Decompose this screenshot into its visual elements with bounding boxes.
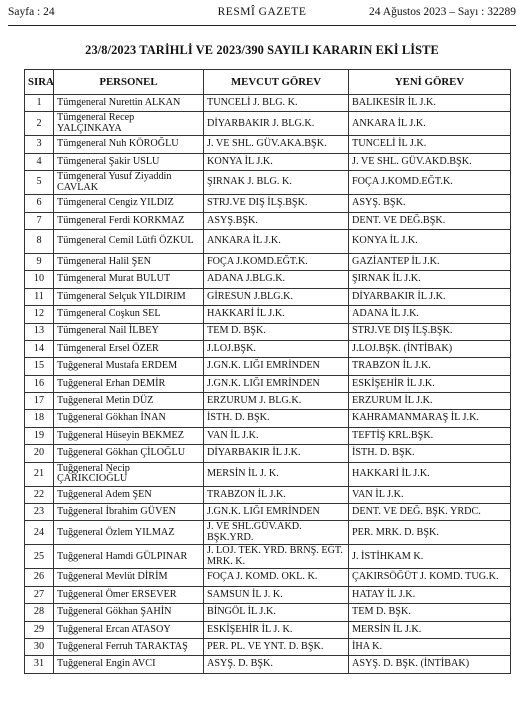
- row-personnel: Tuğgeneral Mevlüt DİRİM: [54, 569, 204, 586]
- table-row: [25, 288, 511, 305]
- row-number: 1: [25, 95, 54, 112]
- row-number: 6: [25, 195, 54, 212]
- row-new-duty: TEFTİŞ KRL.BŞK.: [349, 427, 511, 444]
- row-current-duty: ŞIRNAK J. BLG. K.: [204, 171, 349, 195]
- row-personnel: Tümgeneral Halil ŞEN: [54, 253, 204, 270]
- row-personnel: Tuğgeneral Mustafa ERDEM: [54, 358, 204, 375]
- table-row: [25, 375, 511, 392]
- table-row: [25, 195, 511, 212]
- row-personnel: Tümgeneral Ersel ÖZER: [54, 340, 204, 357]
- row-current-duty: J. LOJ. TEK. YRD. BRNŞ. EĞT. MRK. K.: [204, 545, 349, 569]
- row-new-duty: TRABZON İL J.K.: [349, 358, 511, 375]
- row-new-duty: ADANA İL J.K.: [349, 306, 511, 323]
- row-number: 28: [25, 604, 54, 621]
- row-current-duty: İSTH. D. BŞK.: [204, 410, 349, 427]
- row-current-duty: SAMSUN İL J. K.: [204, 586, 349, 603]
- row-current-duty: ERZURUM J. BLG.K.: [204, 393, 349, 410]
- document-title: 23/8/2023 TARİHLİ VE 2023/390 SAYILI KARARIN EKİ LİSTE: [85, 43, 439, 57]
- header-rule: [8, 25, 516, 26]
- table-row: [25, 253, 511, 270]
- row-new-duty: İHA K.: [349, 638, 511, 655]
- table-header-row: [25, 70, 511, 95]
- row-current-duty: J.LOJ.BŞK.: [204, 340, 349, 357]
- table-row: [25, 521, 511, 545]
- row-new-duty: DENT. VE DEĞ. BŞK. YRDC.: [349, 504, 511, 521]
- page-header: [8, 6, 516, 22]
- page-number: Sayfa : 24: [8, 6, 55, 18]
- row-new-duty: ANKARA İL J.K.: [349, 112, 511, 136]
- row-new-duty: GAZİANTEP İL J.K.: [349, 253, 511, 270]
- table-row: [25, 271, 511, 288]
- row-number: 18: [25, 410, 54, 427]
- row-number: 13: [25, 323, 54, 340]
- row-new-duty: J. VE SHL. GÜV.AKD.BŞK.: [349, 153, 511, 170]
- row-new-duty: J. İSTİHKAM K.: [349, 545, 511, 569]
- table-row: [25, 462, 511, 486]
- row-number: 19: [25, 427, 54, 444]
- row-number: 17: [25, 393, 54, 410]
- row-number: 7: [25, 212, 54, 229]
- row-number: 31: [25, 656, 54, 673]
- row-personnel: Tuğgeneral Adem ŞEN: [54, 486, 204, 503]
- row-number: 12: [25, 306, 54, 323]
- row-new-duty: VAN İL J.K.: [349, 486, 511, 503]
- row-current-duty: STRJ.VE DIŞ İLŞ.BŞK.: [204, 195, 349, 212]
- row-personnel: Tümgeneral Ferdi KORKMAZ: [54, 212, 204, 229]
- gazette-name: RESMÎ GAZETE: [217, 6, 307, 18]
- table-row: [25, 445, 511, 462]
- row-number: 16: [25, 375, 54, 392]
- date-issue: 24 Ağustos 2023 – Sayı : 32289: [369, 6, 516, 18]
- row-new-duty: KAHRAMANMARAŞ İL J.K.: [349, 410, 511, 427]
- row-personnel: Tuğgeneral Ercan ATASOY: [54, 621, 204, 638]
- row-new-duty: KONYA İL J.K.: [349, 229, 511, 253]
- table-row: [25, 656, 511, 673]
- table-row: [25, 306, 511, 323]
- row-number: 21: [25, 462, 54, 486]
- row-current-duty: VAN İL J.K.: [204, 427, 349, 444]
- table-row: [25, 486, 511, 503]
- table-row: [25, 427, 511, 444]
- row-personnel: Tuğgeneral İbrahim GÜVEN: [54, 504, 204, 521]
- column-header-mevcut-gorev: MEVCUT GÖREV: [204, 70, 349, 95]
- row-number: 15: [25, 358, 54, 375]
- table-row: [25, 323, 511, 340]
- row-current-duty: TRABZON İL J.K.: [204, 486, 349, 503]
- row-personnel: Tümgeneral Nurettin ALKAN: [54, 95, 204, 112]
- table-row: [25, 569, 511, 586]
- row-current-duty: ASYŞ. D. BŞK.: [204, 656, 349, 673]
- row-personnel: Tuğgeneral Hüseyin BEKMEZ: [54, 427, 204, 444]
- row-number: 4: [25, 153, 54, 170]
- row-personnel: Tümgeneral Nail İLBEY: [54, 323, 204, 340]
- row-personnel: Tümgeneral Nuh KÖROĞLU: [54, 136, 204, 153]
- row-current-duty: ADANA J.BLG.K.: [204, 271, 349, 288]
- appointments-table: [24, 69, 511, 674]
- row-current-duty: MERSİN İL J. K.: [204, 462, 349, 486]
- row-personnel: Tümgeneral Yusuf Ziyaddin CAVLAK: [54, 171, 204, 195]
- table-row: [25, 95, 511, 112]
- row-personnel: Tuğgeneral Gökhan ŞAHİN: [54, 604, 204, 621]
- row-new-duty: BALIKESİR İL J.K.: [349, 95, 511, 112]
- row-new-duty: HAKKARİ İL J.K.: [349, 462, 511, 486]
- column-header-personel: PERSONEL: [54, 70, 204, 95]
- row-new-duty: DENT. VE DEĞ.BŞK.: [349, 212, 511, 229]
- table-row: [25, 229, 511, 253]
- row-new-duty: TUNCELİ İL J.K.: [349, 136, 511, 153]
- row-current-duty: FOÇA J. KOMD. OKL. K.: [204, 569, 349, 586]
- row-new-duty: MERSİN İL J.K.: [349, 621, 511, 638]
- row-current-duty: J.GN.K. LIĞI EMRİNDEN: [204, 358, 349, 375]
- table-row: [25, 586, 511, 603]
- row-personnel: Tuğgeneral Gökhan ÇİLOĞLU: [54, 445, 204, 462]
- row-new-duty: İSTH. D. BŞK.: [349, 445, 511, 462]
- row-new-duty: FOÇA J.KOMD.EĞT.K.: [349, 171, 511, 195]
- row-current-duty: J.GN.K. LIĞI EMRİNDEN: [204, 375, 349, 392]
- row-new-duty: ERZURUM İL J.K.: [349, 393, 511, 410]
- row-number: 22: [25, 486, 54, 503]
- row-number: 30: [25, 638, 54, 655]
- row-current-duty: J.GN.K. LIĞI EMRİNDEN: [204, 504, 349, 521]
- table-row: [25, 212, 511, 229]
- table-row: [25, 153, 511, 170]
- row-personnel: Tümgeneral Coşkun SEL: [54, 306, 204, 323]
- row-new-duty: ŞIRNAK İL J.K.: [349, 271, 511, 288]
- column-header-sira: SIRA: [25, 70, 54, 95]
- row-number: 27: [25, 586, 54, 603]
- row-number: 8: [25, 229, 54, 253]
- table-row: [25, 171, 511, 195]
- row-current-duty: DİYARBAKIR J. BLG.K.: [204, 112, 349, 136]
- row-new-duty: J.LOJ.BŞK. (İNTİBAK): [349, 340, 511, 357]
- row-personnel: Tümgeneral Cengiz YILDIZ: [54, 195, 204, 212]
- row-personnel: Tuğgeneral Ömer ERSEVER: [54, 586, 204, 603]
- row-current-duty: DİYARBAKIR İL J.K.: [204, 445, 349, 462]
- row-personnel: Tuğgeneral Ferruh TARAKTAŞ: [54, 638, 204, 655]
- row-personnel: Tümgeneral Selçuk YILDIRIM: [54, 288, 204, 305]
- row-number: 9: [25, 253, 54, 270]
- row-current-duty: TUNCELİ J. BLG. K.: [204, 95, 349, 112]
- row-number: 5: [25, 171, 54, 195]
- row-current-duty: HAKKARİ İL J.K.: [204, 306, 349, 323]
- row-number: 20: [25, 445, 54, 462]
- row-new-duty: STRJ.VE DIŞ İLŞ.BŞK.: [349, 323, 511, 340]
- row-personnel: Tümgeneral Recep YALÇINKAYA: [54, 112, 204, 136]
- row-new-duty: PER. MRK. D. BŞK.: [349, 521, 511, 545]
- row-current-duty: ANKARA İL J.K.: [204, 229, 349, 253]
- row-current-duty: PER. PL. VE YNT. D. BŞK.: [204, 638, 349, 655]
- table-row: [25, 504, 511, 521]
- row-new-duty: HATAY İL J.K.: [349, 586, 511, 603]
- table-row: [25, 545, 511, 569]
- row-current-duty: TEM D. BŞK.: [204, 323, 349, 340]
- row-personnel: Tuğgeneral Erhan DEMİR: [54, 375, 204, 392]
- row-new-duty: ASYŞ. BŞK.: [349, 195, 511, 212]
- table-row: [25, 112, 511, 136]
- row-new-duty: ESKİŞEHİR İL J.K.: [349, 375, 511, 392]
- row-current-duty: J. VE SHL. GÜV.AKA.BŞK.: [204, 136, 349, 153]
- row-number: 25: [25, 545, 54, 569]
- row-current-duty: J. VE SHL.GÜV.AKD. BŞK.YRD.: [204, 521, 349, 545]
- row-number: 14: [25, 340, 54, 357]
- table-row: [25, 638, 511, 655]
- row-personnel: Tuğgeneral Gökhan İNAN: [54, 410, 204, 427]
- table-row: [25, 621, 511, 638]
- table-row: [25, 393, 511, 410]
- row-new-duty: ÇAKIRSÖĞÜT J. KOMD. TUG.K.: [349, 569, 511, 586]
- row-personnel: Tuğgeneral Metin DÜZ: [54, 393, 204, 410]
- row-number: 11: [25, 288, 54, 305]
- row-new-duty: DİYARBAKIR İL J.K.: [349, 288, 511, 305]
- row-personnel: Tümgeneral Cemil Lütfi ÖZKUL: [54, 229, 204, 253]
- row-personnel: Tümgeneral Murat BULUT: [54, 271, 204, 288]
- row-number: 23: [25, 504, 54, 521]
- table-row: [25, 136, 511, 153]
- column-header-yeni-gorev: YENİ GÖREV: [349, 70, 511, 95]
- row-number: 3: [25, 136, 54, 153]
- table-row: [25, 340, 511, 357]
- row-new-duty: ASYŞ. D. BŞK. (İNTİBAK): [349, 656, 511, 673]
- table-row: [25, 604, 511, 621]
- row-current-duty: ASYŞ.BŞK.: [204, 212, 349, 229]
- row-current-duty: BİNGÖL İL J.K.: [204, 604, 349, 621]
- row-number: 29: [25, 621, 54, 638]
- row-number: 10: [25, 271, 54, 288]
- row-number: 24: [25, 521, 54, 545]
- row-number: 26: [25, 569, 54, 586]
- table-row: [25, 410, 511, 427]
- row-current-duty: KONYA İL J.K.: [204, 153, 349, 170]
- row-current-duty: ESKİŞEHİR İL J. K.: [204, 621, 349, 638]
- row-current-duty: FOÇA J.KOMD.EĞT.K.: [204, 253, 349, 270]
- table-row: [25, 358, 511, 375]
- row-personnel: Tuğgeneral Engin AVCI: [54, 656, 204, 673]
- row-personnel: Tümgeneral Şakir USLU: [54, 153, 204, 170]
- row-personnel: Tuğgeneral Hamdi GÜLPINAR: [54, 545, 204, 569]
- row-new-duty: TEM D. BŞK.: [349, 604, 511, 621]
- row-number: 2: [25, 112, 54, 136]
- row-personnel: Tuğgeneral Özlem YILMAZ: [54, 521, 204, 545]
- row-personnel: Tuğgeneral Necip ÇARIKCIOĞLU: [54, 462, 204, 486]
- row-current-duty: GİRESUN J.BLG.K.: [204, 288, 349, 305]
